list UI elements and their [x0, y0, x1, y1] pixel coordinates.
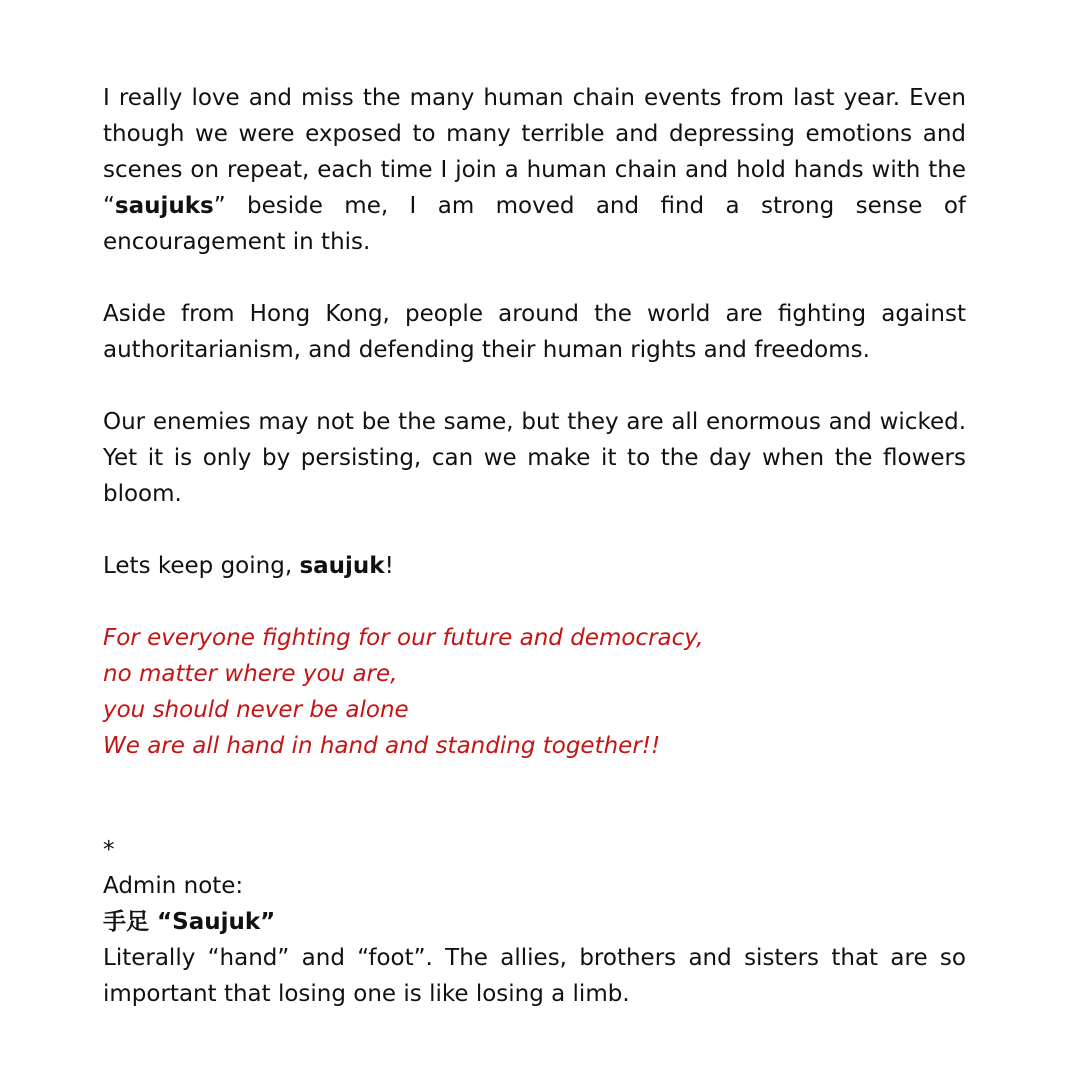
term-saujuks: saujuks [114, 193, 214, 219]
paragraph-human-chain [103, 80, 966, 260]
poem-line: you should never be alone [103, 697, 409, 723]
red-poem [103, 620, 966, 764]
admin-note [103, 832, 966, 1012]
note-heading: Admin note: [103, 873, 244, 899]
poem-line: We are all hand in hand and standing together!! [103, 733, 661, 759]
note-asterisk: * [103, 837, 115, 863]
paragraph-hong-kong: Aside from Hong Kong, people around the world are fighting against authoritarianism, and defending their human rights and freedoms. [103, 301, 966, 363]
paragraph-enemies: Our enemies may not be the same, but they are all enormous and wicked. Yet it is only by persisting, can we make it to the day when the flowers bloom. [103, 409, 966, 507]
keep-going-text-before: Lets keep going, [103, 553, 300, 579]
note-term-label: 手足 “Saujuk” [103, 909, 276, 935]
paragraph-1-text-before: I really love and miss the many human chain events from last year. Even though we were exposed to many terrible and depressing emotions and scenes on repeat, each time I join a human chain and hold hands with the “ [103, 85, 966, 219]
paragraph-1-text-after: ” beside me, I am moved and find a strong sense of encouragement in this. [103, 193, 966, 255]
keep-going-text-after: ! [384, 553, 394, 579]
poem-line: For everyone fighting for our future and democracy, [103, 625, 704, 651]
letter-body [103, 80, 966, 764]
term-saujuk: saujuk [299, 553, 385, 579]
paragraph-keep-going [103, 548, 966, 584]
poem-line: no matter where you are, [103, 661, 398, 687]
note-definition: Literally “hand” and “foot”. The allies, brothers and sisters that are so important that losing one is like losing a limb. [103, 945, 966, 1007]
